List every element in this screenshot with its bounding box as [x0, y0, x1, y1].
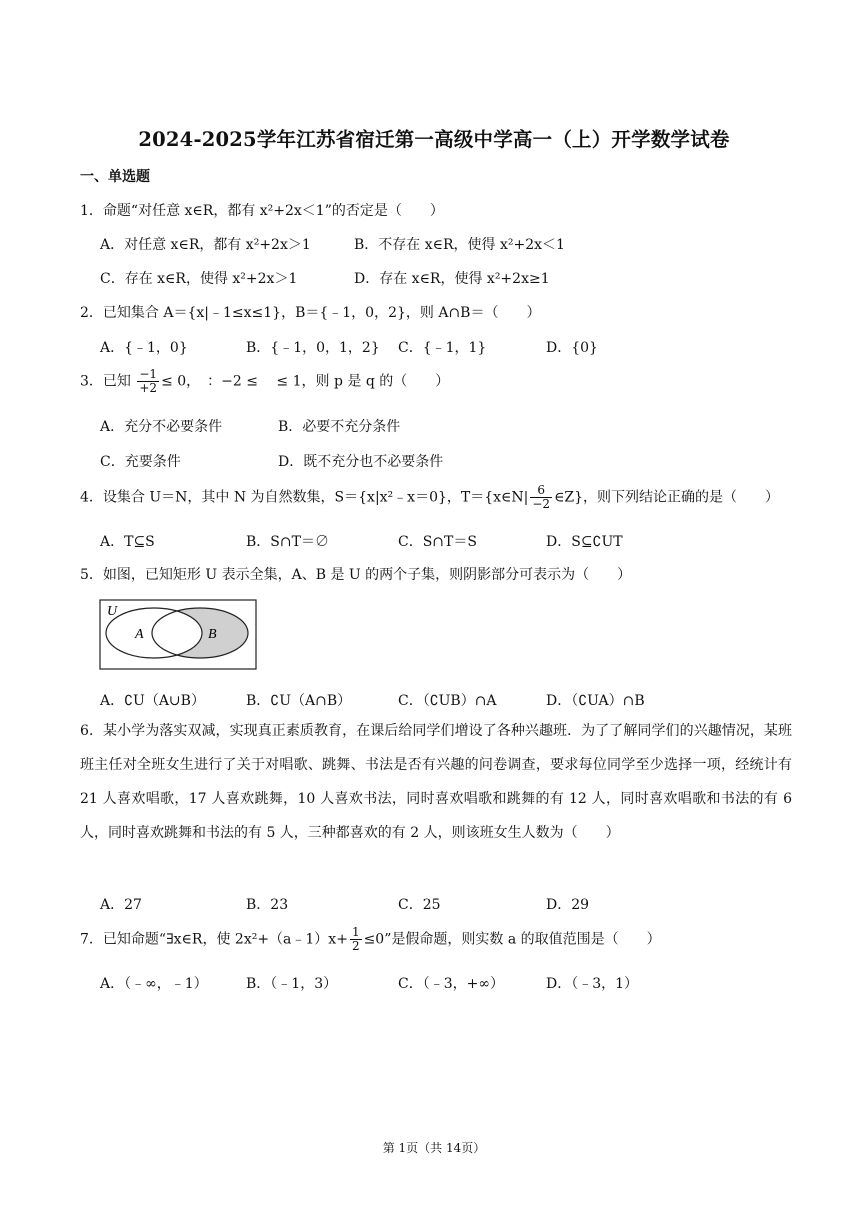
q3-stem-prefix: 3．已知 [80, 373, 131, 390]
q3-option-d: D．既不充分也不必要条件 [278, 454, 444, 470]
q5-stem: 5．如图，已知矩形 U 表示全集，A、B 是 U 的两个子集，则阴影部分可表示为（ ） [80, 567, 632, 583]
q3-stem-tail: p 是 q 的（ ） [333, 373, 450, 390]
q3-fraction-den: +2 [139, 381, 158, 395]
q2-option-c: C．{﹣1，1} [398, 340, 487, 356]
q1-option-b: B．不存在 x∈R，使得 x²+2x＜1 [354, 237, 565, 253]
venn-diagram [99, 599, 259, 671]
q7-fraction-den: 2 [351, 939, 360, 953]
q7-option-a: A．（﹣∞，﹣1） [100, 976, 208, 992]
q1-stem: 1．命题“对任意 x∈R，都有 x²+2x＜1”的否定是（ ） [80, 203, 444, 219]
q2-option-a: A．{﹣1，0} [100, 340, 188, 356]
q5-option-d: D．（∁UA）∩B [546, 693, 645, 709]
q4-fraction-den: −2 [532, 497, 551, 511]
q7-option-d: D．（﹣3，1） [546, 976, 639, 992]
venn-label-b: B [208, 627, 217, 642]
q3-stem-middle: ≤ 0， ：−2 ≤ ≤ 1，则 [161, 373, 330, 390]
q7-stem-prefix: 7．已知命题“∃x∈R，使 2x²+（a﹣1）x+ [80, 931, 348, 948]
q3-option-a: A．充分不必要条件 [100, 419, 223, 435]
page-footer: 第 1页（共 14页） [382, 1141, 486, 1155]
q6-option-c: C．25 [398, 897, 441, 913]
q7-fraction-num: 1 [351, 925, 360, 939]
q4-option-b: B．S∩T＝∅ [246, 534, 329, 550]
q2-option-b: B．{﹣1，0，1，2} [246, 340, 380, 356]
q4-stem [80, 484, 779, 511]
q6-option-d: D．29 [546, 897, 590, 913]
q4-fraction-num: 6 [530, 484, 552, 498]
q7-option-b: B．（﹣1，3） [246, 976, 338, 992]
section-heading: 一、单选题 [80, 169, 150, 185]
q7-fraction [350, 926, 362, 953]
q5-option-c: C．（∁UB）∩A [398, 693, 497, 709]
q4-option-c: C．S∩T＝S [398, 534, 477, 550]
q2-stem: 2．已知集合 A＝{x|﹣1≤x≤1}，B＝{﹣1，0，2}，则 A∩B＝（ ） [80, 305, 541, 321]
q5-option-a: A．∁U（A∪B） [100, 693, 205, 709]
q7-stem [80, 926, 661, 953]
q1-option-c: C．存在 x∈R，使得 x²+2x＞1 [100, 271, 298, 287]
venn-label-u: U [107, 604, 118, 619]
q7-option-c: C．（﹣3，+∞） [398, 976, 505, 992]
q1-option-d: D．存在 x∈R，使得 x²+2x≥1 [354, 271, 550, 287]
q2-option-d: D．{0} [546, 340, 598, 356]
q4-stem-prefix: 4．设集合 U＝N，其中 N 为自然数集，S＝{x|x²﹣x＝0}，T＝{x∈N| [80, 489, 529, 506]
q3-option-c: C．充要条件 [100, 454, 181, 470]
q4-option-a: A．T⊆S [100, 534, 155, 550]
page-title: 2024-2025学年江苏省宿迁第一高级中学高一（上）开学数学试卷 [138, 128, 730, 151]
q6-option-b: B．23 [246, 897, 289, 913]
q4-fraction [530, 484, 552, 511]
venn-label-a: A [135, 627, 144, 642]
q6-stem: 6．某小学为落实双减，实现真正素质教育，在课后给同学们增设了各种兴趣班．为了了解同学们的兴趣情况，某班班主任对全班女生进行了关于对唱歌、跳舞、书法是否有兴趣的问卷调查，要求每位同学至少选择一项，经统计有 21 人喜欢唱歌，17 人喜欢跳舞，10 人喜欢书法，同时喜欢唱歌和跳舞的有 12 人，同时喜欢唱歌和书法的有 6 人，同时喜欢跳舞和书法的有 5 人，三种都喜欢的有 2 人，则该班女生人数为（ ） [80, 723, 792, 841]
q3-option-b: B．必要不充分条件 [278, 419, 401, 435]
q1-option-a: A．对任意 x∈R，都有 x²+2x＞1 [100, 237, 311, 253]
q4-stem-tail: ∈Z}，则下列结论正确的是（ ） [554, 489, 780, 506]
q3-fraction-num: −1 [139, 367, 158, 381]
q7-stem-tail: ≤0”是假命题，则实数 a 的取值范围是（ ） [363, 931, 661, 948]
q6-option-a: A．27 [100, 897, 142, 913]
q5-option-b: B．∁U（A∩B） [246, 693, 352, 709]
q3-fraction [137, 368, 159, 395]
q3-stem [80, 368, 449, 395]
q4-option-d: D．S⊆∁UT [546, 534, 623, 550]
